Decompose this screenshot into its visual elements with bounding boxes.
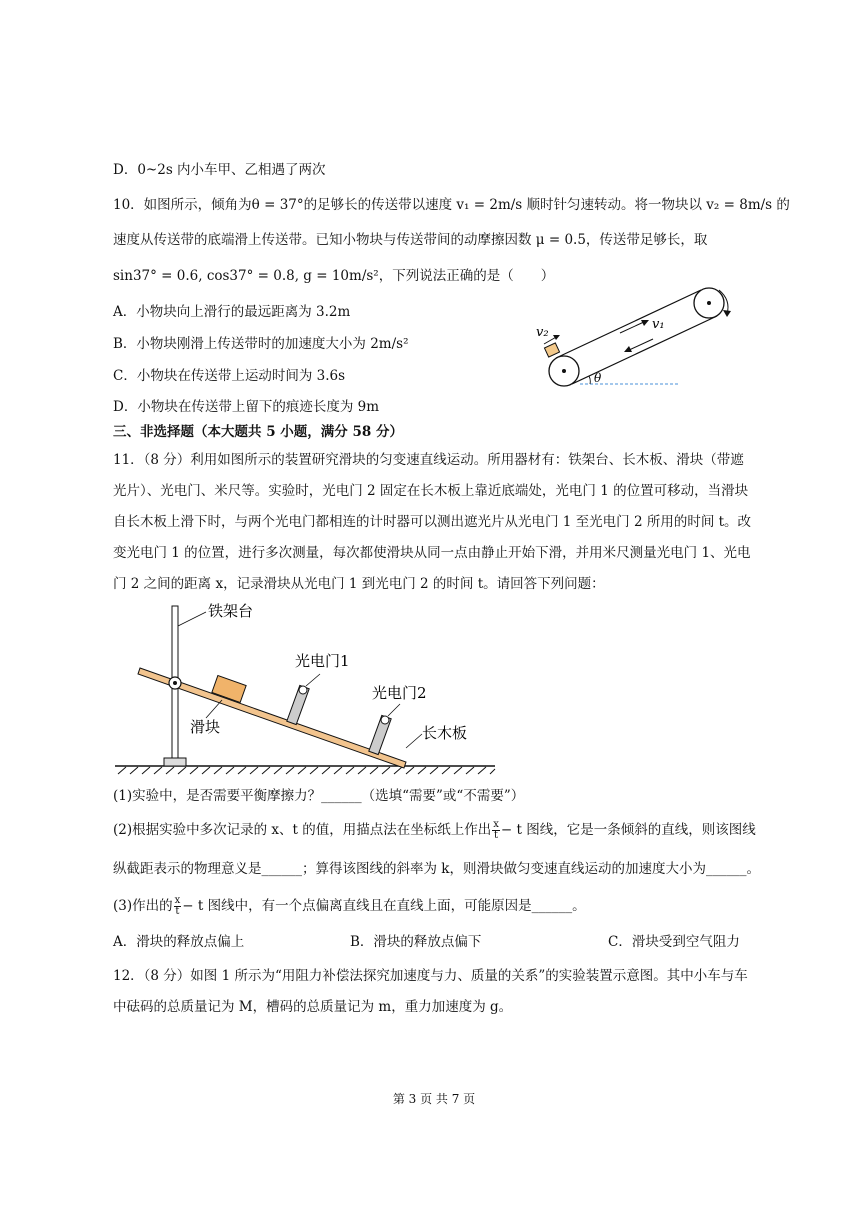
section-title: 三、非选择题（本大题共 5 小题，满分 58 分）: [113, 424, 403, 440]
q11-sub1: (1)实验中，是否需要平衡摩擦力？______（选填“需要”或“不需要”）: [113, 788, 525, 804]
q11-stem-line4: 变光电门 1 的位置，进行多次测量，每次都使滑块从同一点由静止开始下滑，并用米尺测量光电门 1、光电: [113, 545, 751, 561]
q10-stem-line3: sin37° = 0.6, cos37° = 0.8, g = 10m/s²，下列说法正确的是（ ）: [113, 268, 555, 284]
q11-stem-line3: 自长木板上滑下时，与两个光电门都相连的计时器可以测出遮光片从光电门 1 至光电门 2 所用的时间 t。改: [113, 514, 752, 530]
q11-option-b: B．滑块的释放点偏下: [350, 934, 482, 950]
q10-option-b: B．小物块刚滑上传送带时的加速度大小为 2m/s²: [113, 336, 409, 352]
apparatus-figure: [110, 598, 500, 778]
q11-sub2-post: − t 图线，它是一条倾斜的直线，则该图线: [500, 822, 756, 838]
q9-option-d: D．0~2s 内小车甲、乙相遇了两次: [113, 162, 326, 178]
fraction-x-over-t: $\frac{x}{t}$: [493, 819, 499, 841]
q11-stem-line2: 光片）、光电门、米尺等。实验时，光电门 2 固定在长木板上靠近底端处，光电门 1 的位置可移动，当滑块: [113, 483, 749, 499]
q11-sub3: [113, 896, 753, 917]
q11-stem-line5: 门 2 之间的距离 x，记录滑块从光电门 1 到光电门 2 的时间 t。请回答下列问题：: [113, 576, 605, 592]
stand-label: 铁架台: [208, 602, 254, 620]
v1-label: v₁: [652, 317, 665, 332]
v2-label: v₂: [536, 325, 549, 340]
theta-label: θ: [594, 371, 602, 385]
gate1-label: 光电门1: [295, 652, 350, 670]
q10-option-c: C．小物块在传送带上运动时间为 3.6s: [113, 368, 346, 384]
block: [544, 343, 559, 357]
fraction-x-over-t: $\frac{x}{t}$: [174, 895, 181, 917]
board-label: 长木板: [422, 724, 468, 742]
q11-sub2-pre: (2)根据实验中多次记录的 x、t 的值，用描点法在坐标纸上作出: [113, 822, 492, 838]
q10-option-a: A．小物块向上滑行的最远距离为 3.2m: [113, 304, 351, 320]
q12-stem-line1: 12．（8 分）如图 1 所示为“用阻力补偿法探究加速度与力、质量的关系”的实验装置示意图。其中小车与车: [113, 968, 748, 984]
q10-stem-line1: 10．如图所示，倾角为θ = 37°的足够长的传送带以速度 v₁ = 2m/s 顺时针匀速转动。将一物块以 v₂ = 8m/s 的: [113, 197, 790, 213]
slider-label: 滑块: [190, 718, 221, 736]
page-footer: 第 3 页 共 7 页: [392, 1092, 476, 1106]
q11-sub2-line2: 纵截距表示的物理意义是______；算得该图线的斜率为 k，则滑块做匀变速直线运动的加速度大小为______。: [113, 861, 760, 877]
q11-sub3-post: − t 图线中，有一个点偏离直线且在直线上面，可能原因是______。: [182, 898, 586, 914]
q11-stem-line1: 11．（8 分）利用如图所示的装置研究滑块的匀变速直线运动。所用器材有：铁架台、长木板、滑块（带遮: [113, 452, 744, 468]
q11-option-a: A．滑块的释放点偏上: [113, 934, 245, 950]
q11-sub2-line1: [113, 820, 763, 841]
gate2-label: 光电门2: [372, 684, 427, 702]
q12-stem-line2: 中砝码的总质量记为 M，槽码的总质量记为 m，重力加速度为 g。: [113, 999, 513, 1015]
conveyor-belt-figure: [528, 282, 748, 392]
q10-option-d: D．小物块在传送带上留下的痕迹长度为 9m: [113, 399, 380, 415]
q11-sub3-pre: (3)作出的: [113, 898, 173, 914]
q10-stem-line2: 速度从传送带的底端滑上传送带。已知小物块与传送带间的动摩擦因数 μ = 0.5，传送带足够长，取: [113, 232, 708, 248]
q11-option-c: C．滑块受到空气阻力: [608, 934, 740, 950]
